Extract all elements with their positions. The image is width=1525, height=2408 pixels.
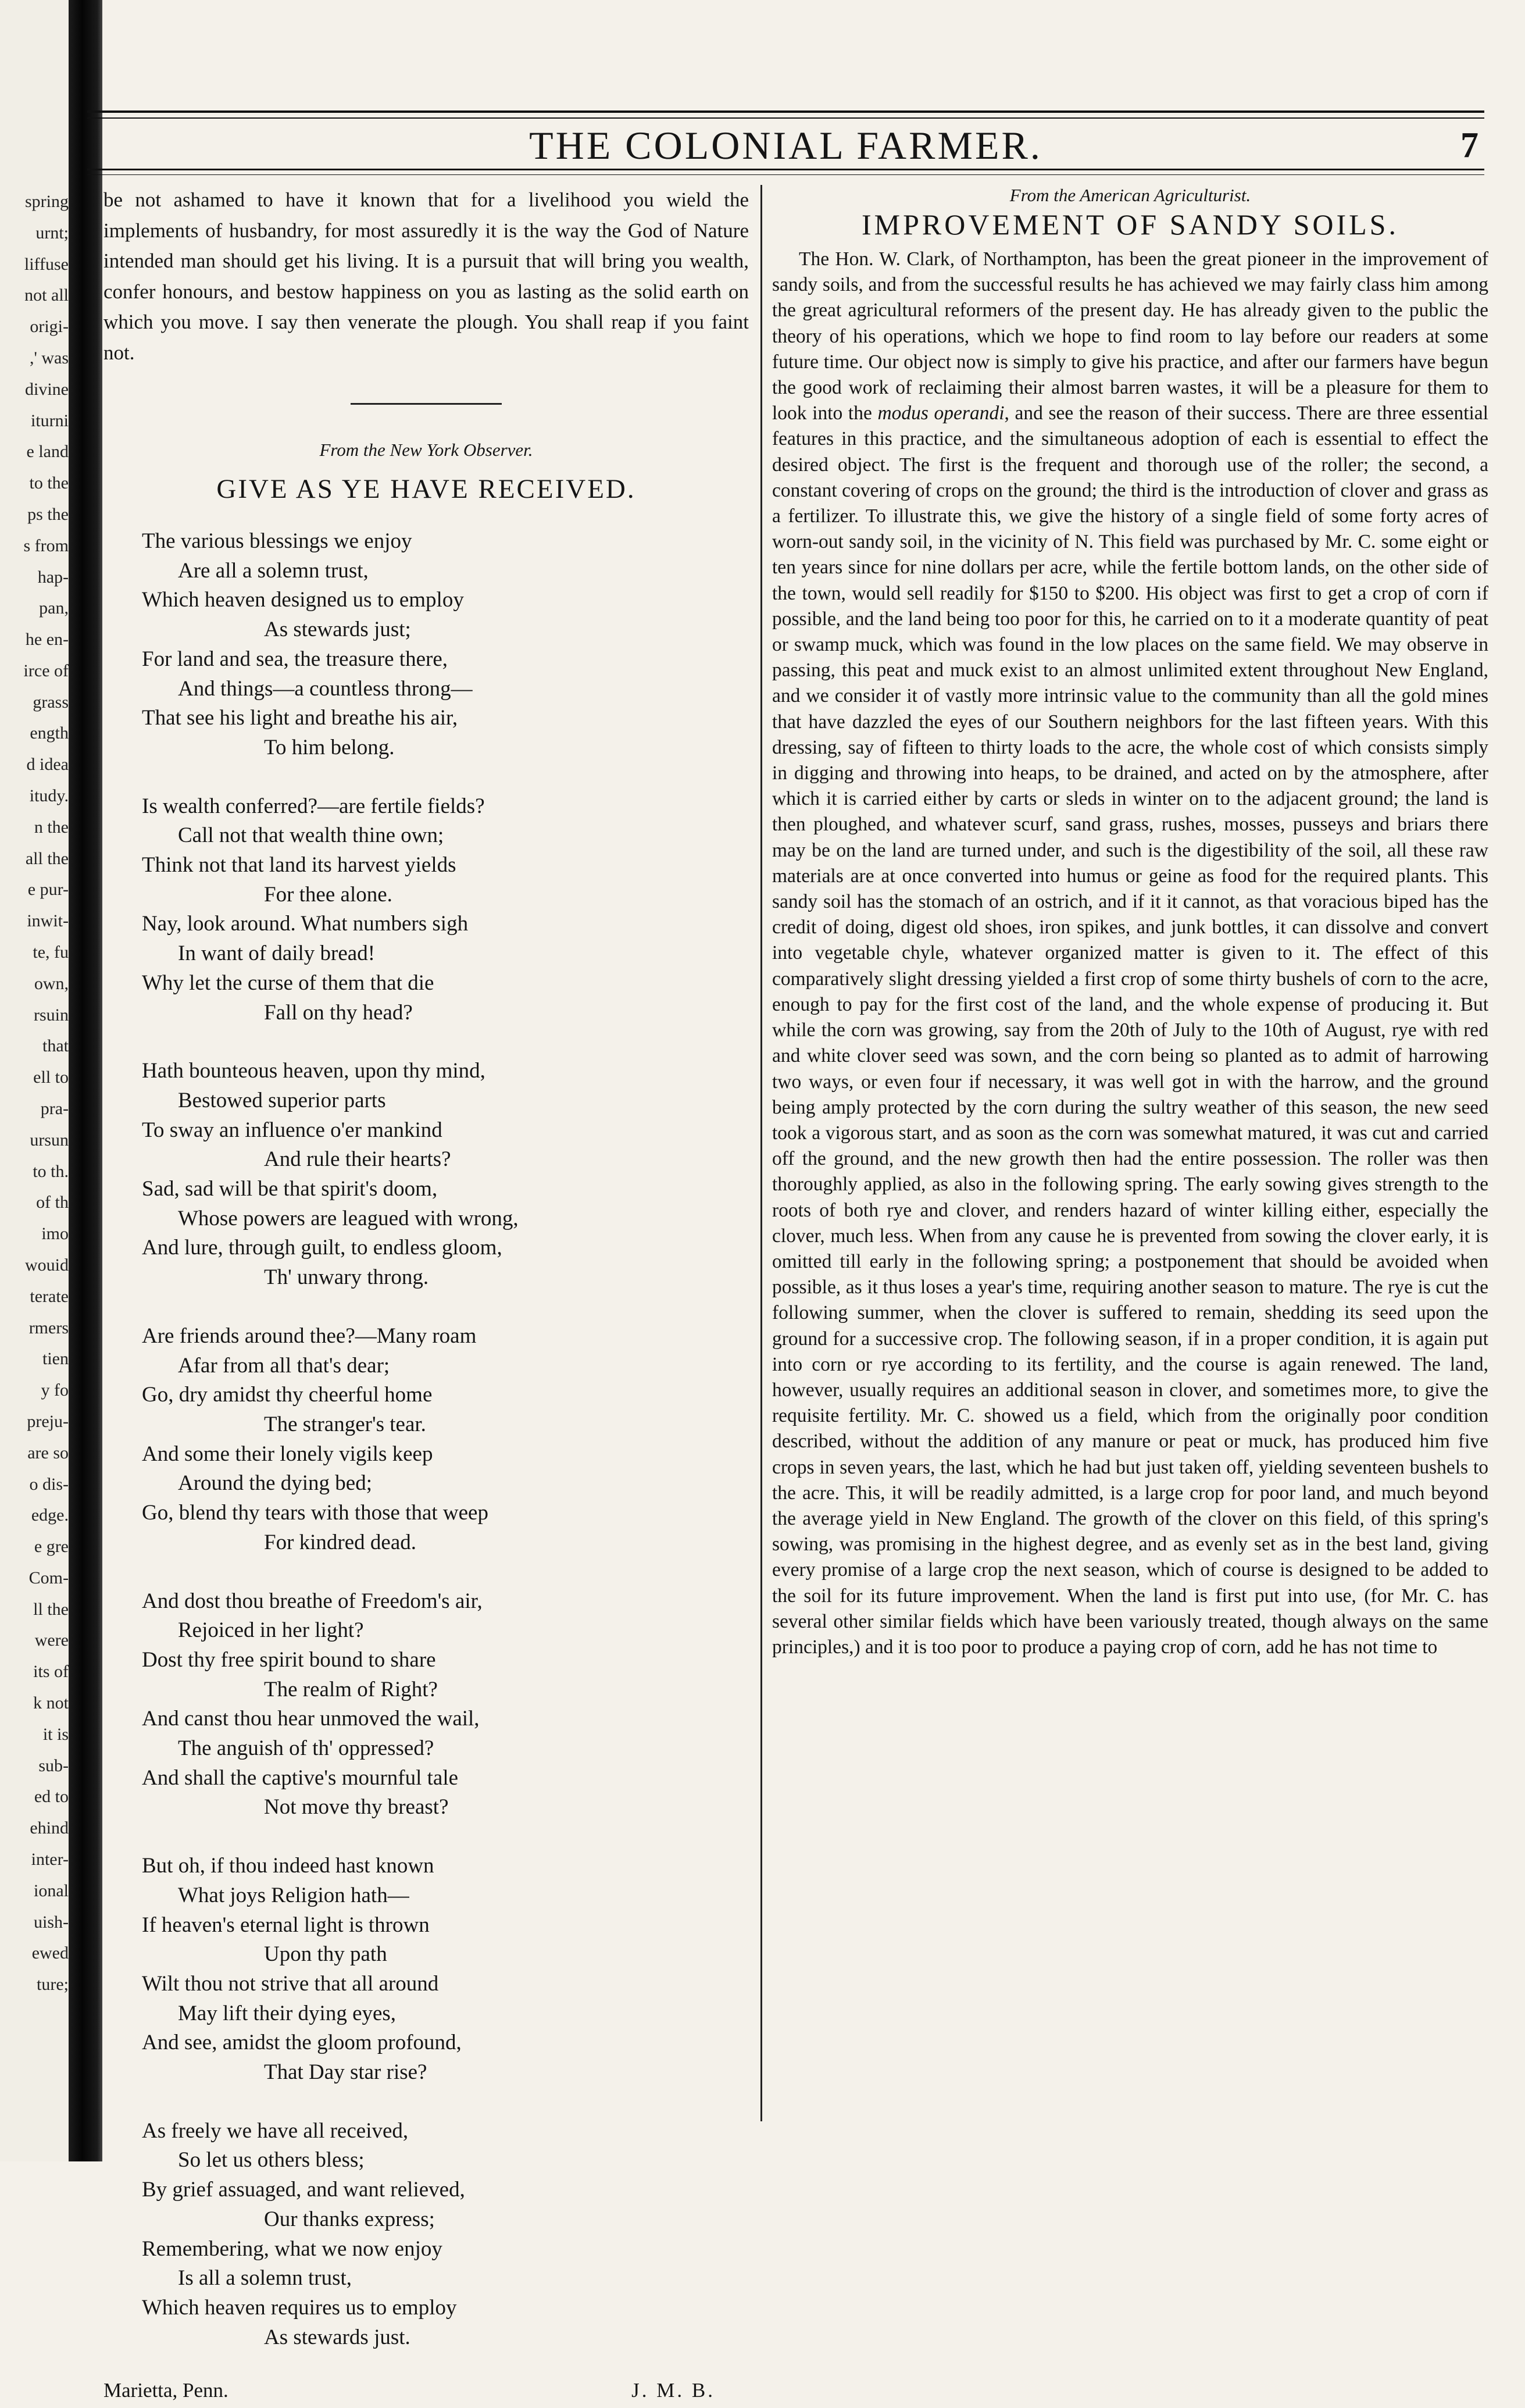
edge-fragment: its of (33, 1662, 69, 1682)
poem-line: Afar from all that's dear; (178, 1353, 390, 1378)
poem-line: Which heaven designed us to employ (142, 588, 464, 612)
poem-line: For land and sea, the treasure there, (142, 647, 448, 671)
poem-line: The stranger's tear. (264, 1412, 426, 1436)
edge-fragment: preju- (27, 1411, 69, 1431)
edge-fragment: e land (26, 442, 69, 462)
poem-line: If heaven's eternal light is thrown (142, 1913, 430, 1937)
poem-stanza (142, 1322, 749, 1558)
edge-fragment: n the (34, 817, 69, 837)
edge-fragment: ewed (31, 1943, 69, 1963)
right-column (772, 185, 1488, 1660)
poem-line: Are all a solemn trust, (178, 558, 369, 583)
edge-fragment: pra- (40, 1099, 69, 1118)
poem-line: For thee alone. (264, 882, 392, 907)
edge-fragment: rsuin (34, 1005, 69, 1025)
edge-fragment: ength (30, 723, 69, 743)
poem-line: Bestowed superior parts (178, 1088, 386, 1112)
section-divider (351, 403, 502, 405)
edge-fragment: edge. (31, 1506, 69, 1525)
poem-line: Go, blend thy tears with those that weep (142, 1501, 488, 1525)
edge-fragment: he en- (25, 630, 69, 650)
poem-line: The anguish of th' oppressed? (178, 1736, 434, 1761)
previous-page-edge (0, 0, 69, 2161)
poem-line: Fall on thy head? (264, 1000, 413, 1025)
poem-line: Why let the curse of them that die (142, 971, 434, 995)
article-title: IMPROVEMENT OF SANDY SOILS. (862, 208, 1399, 241)
page-number: 7 (1460, 126, 1478, 165)
edge-fragment: origi- (30, 317, 69, 337)
edge-fragment: inter- (31, 1850, 69, 1870)
edge-fragment: e pur- (27, 880, 69, 900)
poem-line: That see his light and breathe his air, (142, 706, 458, 730)
poem-line: Around the dying bed; (178, 1471, 372, 1496)
poem-line: Remembering, what we now enjoy (142, 2236, 442, 2261)
edge-fragment: of th (36, 1193, 69, 1212)
edge-fragment: Com- (28, 1568, 69, 1588)
edge-fragment: tien (42, 1349, 69, 1369)
edge-fragment: ional (34, 1881, 69, 1900)
running-title: THE COLONIAL FARMER. (529, 123, 1042, 167)
edge-fragment: ,' was (29, 348, 69, 368)
poem-stanza (142, 1057, 749, 1293)
edge-fragment: to th. (33, 1161, 69, 1181)
poem-line: As stewards just. (264, 2325, 410, 2349)
poem-stanza (142, 2117, 749, 2353)
edge-fragment: inwit- (27, 911, 69, 931)
left-column (103, 185, 749, 2408)
signoff-initials: J. M. B. (631, 2379, 715, 2402)
poem-line: Rejoiced in her light? (178, 1618, 364, 1643)
poem-line: Our thanks express; (264, 2207, 435, 2231)
edge-fragment: liffuse (24, 254, 69, 274)
poem-line: Upon thy path (264, 1942, 387, 1967)
poem-line: Dost thy free spirit bound to share (142, 1647, 436, 1672)
poem-line: And lure, through guilt, to endless gloom, (142, 1236, 502, 1260)
article-body: The Hon. W. Clark, of Northampton, has been the great pioneer in the improvement of sandy soils, and from the successful results he has achieved we may fairly class him among the great agricultural reformers of the present day. He has already given to the public the theory of his operations, which we hope to find room to lay before our readers at some future time. Our object now is simply to give his practice, and after our farmers have begun the good work of reclaiming their almost barren wastes, it will be a pleasure for them to look into the modus operandi, and see the reason of their success. There are three essential features in this practice, and the simultaneous adoption of each is essential to effect the desired object. The first is the frequent and thorough use of the roller; the second, a constant covering of crops on the ground; the third is the introduction of clover and grass as a fertilizer. To illustrate this, we give the history of a single field of some forty acres of worn-out sandy soil, in the vicinity of N. This field was purchased by Mr. C. some eight or ten years since for nine dollars per acre, while the fertile bottom lands, on the other side of the town, would sell readily for $150 to $200. His object was first to get a crop of corn if possible, and the land being too poor for this, he carried on to it a moderate quantity of peat or swamp muck, which was found in the low places on the same field. We may observe in passing, this peat and muck exist to an almost unlimited extent throughout New England, and we consider it of vastly more intrinsic value to the community than all the gold mines that have dazzled the eyes of our Southern neighbors for the last fifteen years. With this dressing, say of fifteen to thirty loads to the acre, the whole cost of which consists simply in digging and throwing into heaps, to be drained, and acted on by the atmosphere, after which it is carried either by carts or sleds in winter on to the adjacent ground; the land is then ploughed, and whatever scurf, sand grass, rushes, mosses, pusseys and briars there may be on the land are turned under, and such is the digestibility of the soil, all these raw materials are at once converted into humus or geine as food for the required plants. This sandy soil has the stomach of an ostrich, and if it it cannot, as that voracious biped has the credit of doing, digest old shoes, iron spikes, and junk bottles, it can dissolve and convert into vegetable chyle, whatever organized matter is given to it. The effect of this comparatively slight dressing yielded a first crop of some thirty bushels of corn to the acre, enough to pay for the first cost of the land, and the whole expense of producing it. But while the corn was growing, say from the 20th of July to the 10th of August, rye with red and white clover seed was sown, and the corn being so planted as to admit of harrowing two ways, or even four if necessary, it was well got in with the harrow, and the ground being amply protected by the corn during the sultry weather of this season, the new seed took a vigorous start, and as soon as the corn was somewhat matured, it was cut and carried off the ground, and the new growth then had the entire possession. The roller was then thoroughly applied, as also in the following spring. The early sowing gives strength to the roots of both rye and clover, and renders hazard of winter killing either, especially the clover, much less. When from any cause he is prevented from sowing the clover early, it is omitted till early in the following spring; a postponement that should be avoided when possible, as it thus loses a year's time, requiring another season to mature. The rye is cut the following summer, when the clover is suffered to remain, shedding its seed upon the ground for a successive crop. The following season, if in a proper condition, it is again put into corn or rye according to its fertility, and the course is again renewed. The land, however, usually requires an additional season in clover, and sometimes more, to give the requisite fertility. Mr. C. showed us a field, which from the originally poor condition described, without the addition of any manure or peat or muck, has produced him five crops in seven years, the last, which he had but just taken off, yielding seventeen bushels to the acre. This, it will be readily admitted, is a large crop for poor land, and much beyond the average yield in New England. The growth of the clover on this field, of this spring's sowing, was promising in the highest degree, and as evenly set as in the best land, giving every promise of a large crop the next season, which of course is designed to be added to the soil for its future improvement. When the land is first put into use, (for Mr. C. has several other similar fields which have been variously treated, though always on the same principles,) and it is too poor to produce a paying crop of corn, add he has not time to (772, 248, 1488, 1658)
edge-fragment: hap- (37, 567, 69, 587)
poem-stanza (142, 1587, 749, 1823)
edge-fragment: all the (25, 848, 69, 868)
edge-fragment: own, (34, 973, 69, 993)
poem-line: And dost thou breathe of Freedom's air, (142, 1589, 483, 1613)
poem-line: Wilt thou not strive that all around (142, 1971, 439, 1996)
poem-line: In want of daily bread! (178, 941, 376, 966)
binding-spine (69, 0, 102, 2161)
edge-fragment: urnt; (35, 223, 69, 242)
poem-line: And canst thou hear unmoved the wail, (142, 1707, 480, 1731)
poem-line: The various blessings we enjoy (142, 529, 412, 553)
poem (103, 527, 749, 2352)
poem-line: Not move thy breast? (264, 1795, 449, 1820)
article-source: From the American Agriculturist. (1009, 185, 1251, 205)
edge-fragment: itudy. (29, 786, 69, 806)
poem-line: Is wealth conferred?—are fertile fields? (142, 794, 485, 818)
signoff-place: Marietta, Penn. (103, 2379, 228, 2402)
edge-fragment: were (34, 1631, 69, 1650)
poem-source: From the New York Observer. (319, 440, 533, 460)
poem-line: To him belong. (264, 735, 395, 759)
header-rule-top (87, 110, 1484, 113)
edge-fragment: e gre (34, 1537, 69, 1557)
poem-line: Whose powers are leagued with wrong, (178, 1206, 519, 1230)
poem-line: As freely we have all received, (142, 2118, 409, 2143)
edge-fragment: irce of (23, 661, 69, 680)
poem-line: Sad, sad will be that spirit's doom, (142, 1177, 438, 1201)
edge-fragment: ll the (33, 1599, 69, 1619)
edge-fragment: sub- (38, 1756, 69, 1775)
edge-fragment: ursun (30, 1130, 69, 1150)
edge-fragment: terate (30, 1286, 69, 1306)
edge-fragment: wouid (25, 1255, 69, 1275)
poem-line: By grief assuaged, and want relieved, (142, 2178, 465, 2202)
poem-line: Hath bounteous heaven, upon thy mind, (142, 1059, 485, 1083)
poem-line: May lift their dying eyes, (178, 2001, 397, 2025)
edge-fragment: imo (41, 1224, 69, 1244)
poem-line: Th' unwary throng. (264, 1265, 429, 1290)
edge-fragment: k not (33, 1693, 69, 1713)
edge-fragment: ps the (27, 504, 69, 524)
poem-title: GIVE AS YE HAVE RECEIVED. (216, 474, 636, 504)
poem-line: Are friends around thee?—Many roam (142, 1323, 477, 1348)
edge-fragment: ed to (34, 1787, 69, 1807)
poem-line: As stewards just; (264, 618, 411, 642)
poem-line: To sway an influence o'er mankind (142, 1118, 442, 1142)
poem-line: Call not that wealth thine own; (178, 823, 444, 848)
poem-line: And see, amidst the gloom profound, (142, 2031, 462, 2055)
poem-line: The realm of Right? (264, 1677, 438, 1701)
poem-line: What joys Religion hath— (178, 1883, 409, 1907)
edge-fragment: ell to (33, 1068, 69, 1087)
poem-line: That Day star rise? (264, 2060, 427, 2085)
poem-line: Go, dry amidst thy cheerful home (142, 1383, 433, 1407)
poem-line: But oh, if thou indeed hast known (142, 1854, 434, 1878)
header-rule-bottom-thin (87, 174, 1484, 175)
poem-line: And some their lonely vigils keep (142, 1442, 433, 1466)
edge-fragment: y fo (41, 1380, 69, 1400)
poem-line: Think not that land its harvest yields (142, 853, 456, 877)
header-rule-bottom (87, 169, 1484, 170)
edge-fragment: that (42, 1036, 69, 1056)
edge-fragment: grass (33, 692, 69, 712)
edge-fragment: te, fu (33, 943, 69, 962)
edge-fragment: ehind (30, 1818, 69, 1838)
edge-fragment: rmers (28, 1318, 69, 1337)
edge-fragment: iturni (31, 411, 69, 430)
poem-line: Nay, look around. What numbers sigh (142, 912, 469, 936)
edge-fragment: pan, (39, 598, 69, 618)
edge-fragment: uish- (34, 1912, 69, 1932)
poem-stanza (142, 1852, 749, 2088)
poem-line: And shall the captive's mournful tale (142, 1765, 459, 1790)
edge-fragment: d idea (26, 755, 69, 775)
edge-fragment: ture; (37, 1975, 69, 1995)
poem-line: For kindred dead. (264, 1530, 417, 1554)
poem-line: Which heaven requires us to employ (142, 2295, 457, 2320)
edge-fragment: spring (25, 192, 69, 211)
edge-fragment: s from (23, 536, 69, 555)
edge-fragment: not all (24, 286, 69, 305)
intro-paragraph: be not ashamed to have it known that for a livelihood you wield the implements of husbandry, for most assuredly it is the way the God of Nature intended man should get his living. It is a pursuit that will bring you wealth, confer honours, and bestow happiness on you as lasting as the solid earth on which you move. I say then venerate the plough. You shall reap if you faint not. (103, 188, 749, 364)
edge-fragment: it is (42, 1724, 69, 1744)
poem-line: And rule their hearts? (264, 1147, 451, 1172)
poem-stanza (142, 527, 749, 763)
edge-fragment: divine (25, 379, 69, 399)
header-rule-top-thin (87, 117, 1484, 119)
column-divider (760, 185, 762, 2121)
poem-line: Is all a solemn trust, (178, 2266, 352, 2291)
edge-fragment: are so (27, 1443, 69, 1462)
poem-line: And things—a countless throng— (178, 676, 473, 701)
poem-stanza (142, 792, 749, 1028)
edge-fragment: o dis- (29, 1474, 69, 1494)
poem-line: So let us others bless; (178, 2148, 365, 2172)
edge-fragment: to the (29, 473, 69, 493)
poem-signoff (103, 2379, 749, 2408)
